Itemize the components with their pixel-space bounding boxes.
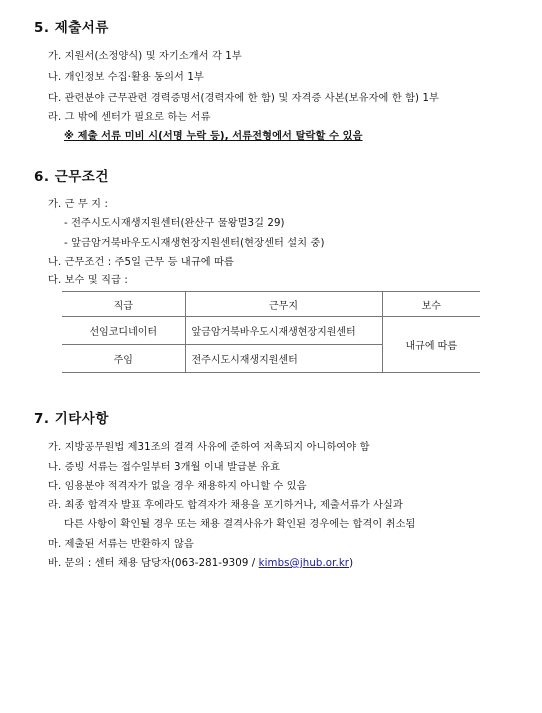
pay-label: 다. 보수 및 직급 : [48,275,128,286]
table-header-rank: 직급 [62,292,185,317]
section-5-title: 5. 제출서류 [34,20,109,36]
section-7-item: 다. 임용분야 적격자가 없을 경우 채용하지 아니할 수 있음 [48,481,307,492]
section-7-item: 마. 제출된 서류는 반환하지 않음 [48,539,194,550]
section-6-title: 6. 근무조건 [34,169,109,185]
table-header-pay: 보수 [382,292,480,317]
work-place-label: 가. 근 무 지 : [48,199,108,210]
table-cell-place: 앞금암거북바우도시재생현장지원센터 [185,317,382,345]
section-5-item: 나. 개인정보 수집·활용 동의서 1부 [48,72,204,83]
section-5-item: 가. 지원서(소정양식) 및 자기소개서 각 1부 [48,51,242,62]
contact-email-link[interactable]: kimbs@jhub.or.kr [258,558,350,569]
table-cell-place: 전주시도시재생지원센터 [185,345,382,373]
contact-suffix: ) [349,558,354,569]
pay-table [62,291,480,373]
section-5-note: ※ 제출 서류 미비 시(서명 누락 등), 서류전형에서 탈락할 수 있음 [64,131,363,142]
section-7-item: 라. 최종 합격자 발표 후에라도 합격자가 채용을 포기하거나, 제출서류가 사실과 [48,500,403,511]
table-cell-pay: 내규에 따름 [382,317,480,373]
contact-prefix: 바. 문의 : 센터 채용 담당자(063-281-9309 / [48,558,259,569]
table-row [62,317,480,345]
section-5-item: 라. 그 밖에 센터가 필요로 하는 서류 [48,112,211,123]
section-7-title: 7. 기타사항 [34,411,109,427]
work-place-item: - 앞금암거북바우도시재생현장지원센터(현장센터 설치 중) [64,238,325,249]
table-header-place: 근무지 [185,292,382,317]
contact-line [48,554,353,569]
section-7-item-continued: 다른 사항이 확인될 경우 또는 채용 결격사유가 확인된 경우에는 합격이 취소됨 [64,519,416,530]
table-cell-rank: 선임코디네이터 [62,317,185,345]
work-place-item: - 전주시도시재생지원센터(완산구 물왕멀3길 29) [64,218,285,229]
section-7-item: 가. 지방공무원법 제31조의 결격 사유에 준하여 저촉되지 아니하여야 함 [48,442,370,453]
section-5-item: 다. 관련분야 근무관련 경력증명서(경력자에 한 함) 및 자격증 사본(보유자에 한 함) 1부 [48,93,439,104]
work-conditions: 나. 근무조건 : 주5일 근무 등 내규에 따름 [48,257,234,268]
table-cell-rank: 주임 [62,345,185,373]
table-header-row [62,292,480,317]
section-7-item: 나. 증빙 서류는 접수일부터 3개월 이내 발급분 유효 [48,462,281,473]
